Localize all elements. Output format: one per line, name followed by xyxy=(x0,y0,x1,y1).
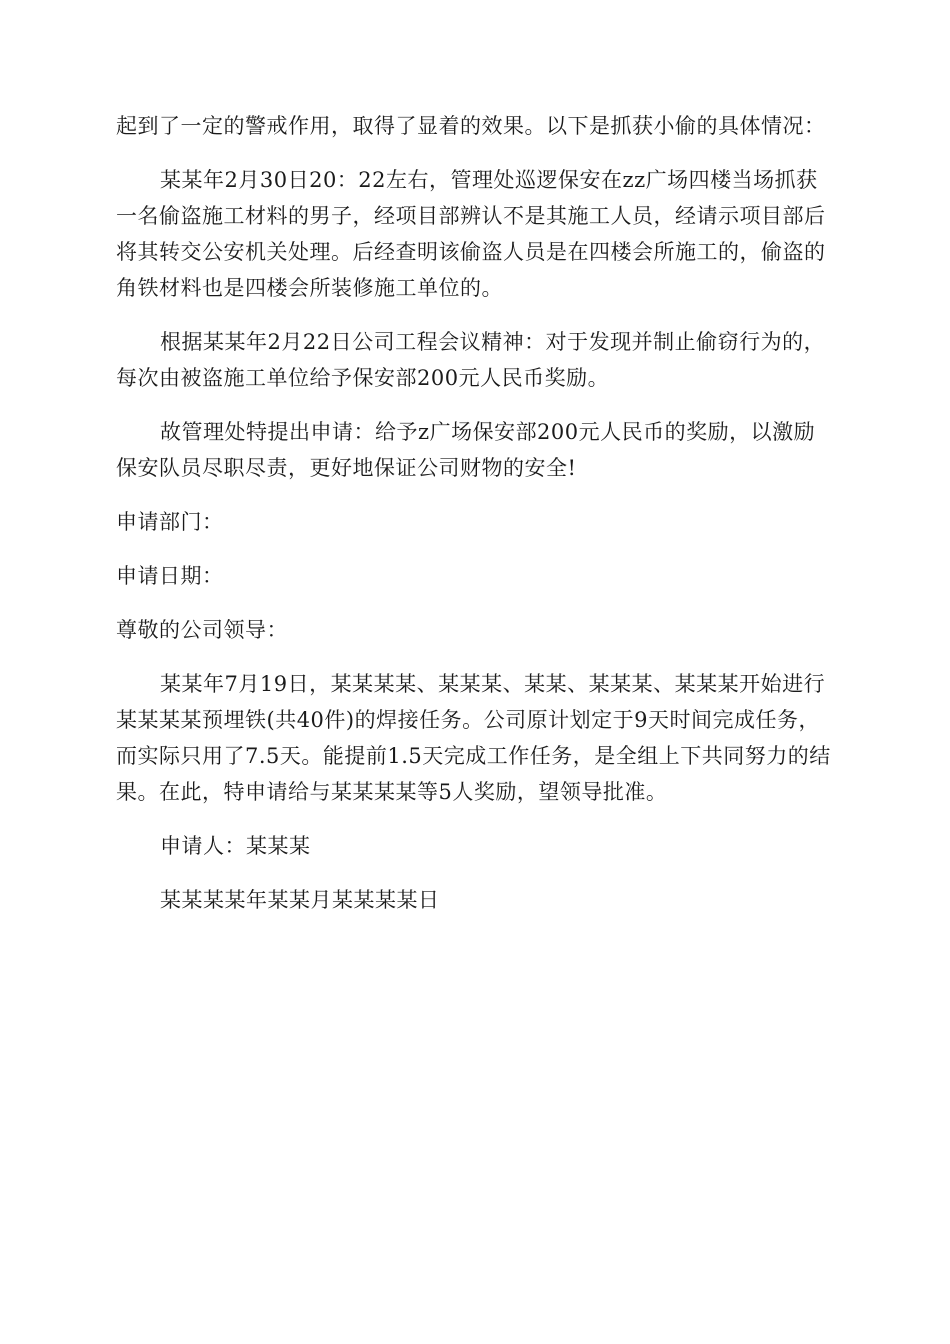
paragraph-request: 故管理处特提出申请：给予z广场保安部200元人民币的奖励，以激励保安队员尽职尽责，更好地保证公司财物的安全! xyxy=(116,420,816,480)
paragraph-policy: 根据某某年2月22日公司工程会议精神：对于发现并制止偷窃行为的，每次由被盗施工单位给予保安部200元人民币奖励。 xyxy=(116,330,826,390)
applicant-line: 申请人：某某某 xyxy=(160,834,311,858)
apply-department-label: 申请部门： xyxy=(116,510,224,534)
paragraph-intro: 起到了一定的警戒作用，取得了显着的效果。以下是抓获小偷的具体情况： xyxy=(116,114,826,138)
paragraph-award-request: 某某年7月19日，某某某某、某某某、某某、某某某、某某某开始进行某某某某预埋铁(共40件)的焊接任务。公司原计划定于9天时间完成任务，而实际只用了7.5天。能提前1.5天完成工作任务，是全组上下共同努力的结果。在此，特申请给与某某某某等5人奖励，望领导批准。 xyxy=(116,672,831,804)
paragraph-incident: 某某年2月30日20：22左右，管理处巡逻保安在zz广场四楼当场抓获一名偷盗施工材料的男子，经项目部辨认不是其施工人员，经请示项目部后将其转交公安机关处理。后经查明该偷盗人员是在四楼会所施工的，偷盗的角铁材料也是四楼会所装修施工单位的。 xyxy=(116,168,826,300)
date-line: 某某某某年某某月某某某某日 xyxy=(160,888,440,912)
apply-date-label: 申请日期： xyxy=(116,564,224,588)
salutation: 尊敬的公司领导： xyxy=(116,618,288,642)
document-body xyxy=(116,108,832,936)
